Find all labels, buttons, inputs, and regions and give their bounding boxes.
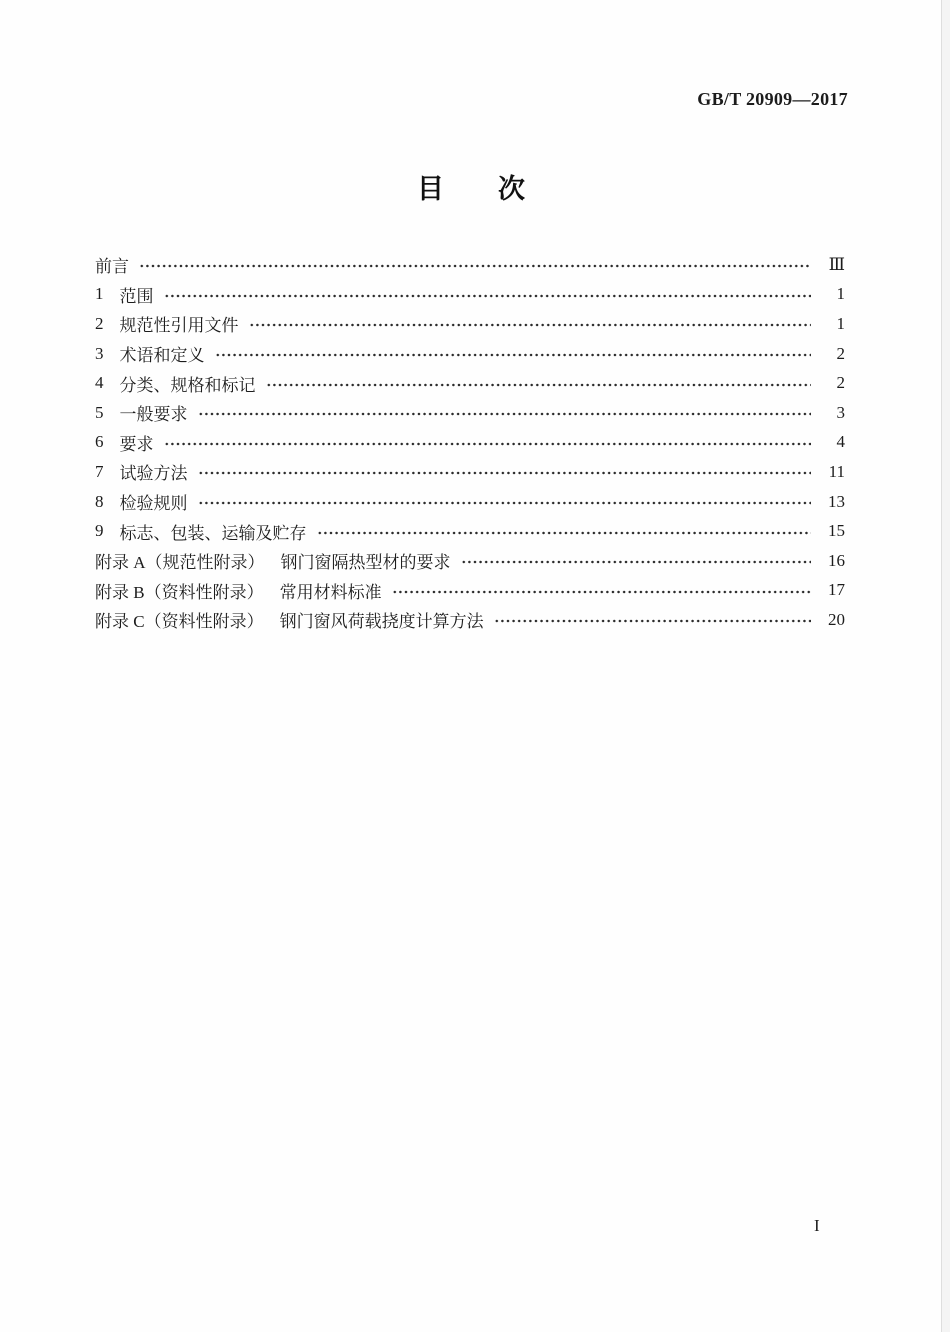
dot-leader-icon [164,280,812,310]
toc-entry [95,487,845,517]
dot-leader-icon [494,605,811,635]
toc-entry [95,457,845,487]
toc-entry-page: 1 [836,313,845,333]
dot-leader-icon [198,398,812,428]
toc-entry-page: Ⅲ [828,254,845,274]
toc-entry-page: 16 [828,550,845,570]
toc-entry [95,576,845,606]
dot-leader-icon [139,250,811,280]
toc-entry-title: 要求 [119,434,154,454]
toc-entry-title: 范围 [119,286,154,306]
toc-entry-number: 5 [95,402,104,422]
toc-entry [95,368,845,398]
toc-entry-page: 15 [828,521,845,541]
standard-number: GB/T 20909—2017 [697,89,848,109]
toc-entry-title: 标志、包装、运输及贮存 [119,523,307,543]
toc-entry-number: 附录 A（规范性附录） [95,553,265,573]
toc-entry [95,339,845,369]
toc-entry-title: 规范性引用文件 [119,316,239,336]
toc-entry-number: 7 [95,461,104,481]
dot-leader-icon [317,516,812,546]
toc-entry-title: 钢门窗隔热型材的要求 [280,553,451,573]
toc-entry-title: 术语和定义 [119,346,205,366]
toc-entry-page: 2 [836,373,845,393]
dot-leader-icon [215,339,812,369]
toc-entry-page: 1 [836,284,845,304]
toc-entry-page: 3 [836,402,845,422]
toc-entry [95,280,845,310]
toc-entry-page: 11 [828,461,845,481]
toc-entry [95,309,845,339]
toc-entry [95,516,845,546]
toc-entry-page: 17 [828,580,845,600]
toc-entry-number: 2 [95,313,104,333]
toc-entry [95,605,845,635]
toc-entry-title: 一般要求 [119,405,188,425]
toc-entry-number: 8 [95,491,104,511]
dot-leader-icon [164,428,812,458]
toc-entry-title: 试验方法 [119,464,188,484]
page-title: 目 次 [417,174,525,204]
dot-leader-icon [392,576,811,606]
toc-entry-number: 6 [95,432,104,452]
toc-entry-title: 前言 [95,257,129,277]
dot-leader-icon [249,309,812,339]
toc-entry-title: 常用材料标准 [279,582,382,602]
dot-leader-icon [198,457,812,487]
toc-entry [95,398,845,428]
toc-entry-number: 3 [95,343,104,363]
toc-entry [95,546,845,576]
toc-entry-page: 2 [836,343,845,363]
toc-entry-number: 附录 B（资料性附录） [95,582,264,602]
toc-entry-page: 4 [836,432,845,452]
toc-entry-page: 13 [828,491,845,511]
page-number: I [814,1216,821,1235]
toc-entry-title: 检验规则 [119,494,188,514]
toc-entry-title: 钢门窗风荷载挠度计算方法 [279,612,484,632]
toc-entry-number: 附录 C（资料性附录） [95,612,264,632]
scan-edge-line [941,0,950,1332]
toc-entry-number: 4 [95,373,104,393]
toc-entry-title: 分类、规格和标记 [119,375,256,395]
dot-leader-icon [198,487,812,517]
dot-leader-icon [266,368,812,398]
toc-entry [95,428,845,458]
dot-leader-icon [461,546,811,576]
toc-entry-page: 20 [828,609,845,629]
toc-entry-number: 1 [95,284,104,304]
toc-entry-number: 9 [95,521,104,541]
table-of-contents [95,250,845,635]
toc-entry [95,250,845,280]
